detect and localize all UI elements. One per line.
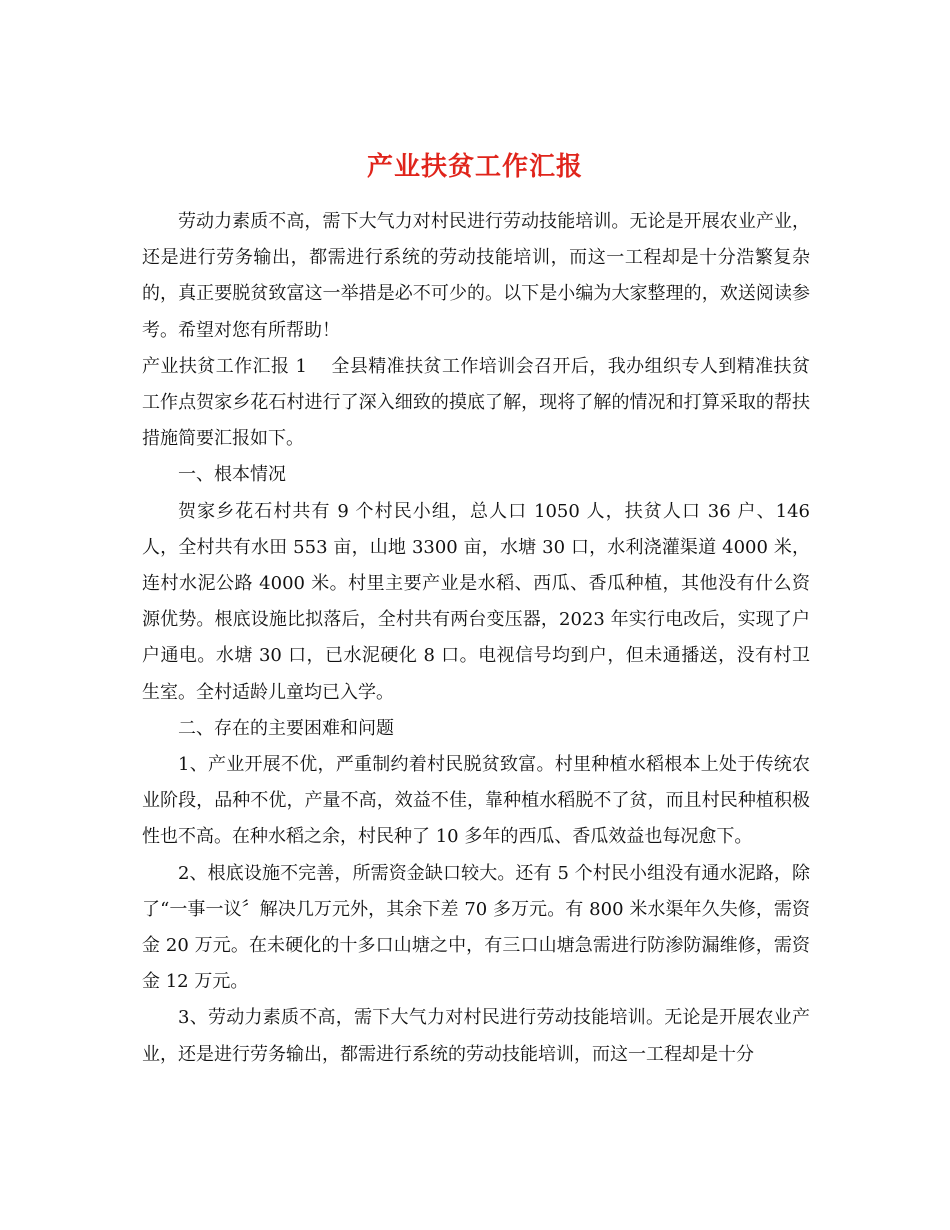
basic-situation-paragraph: 贺家乡花石村共有 9 个村民小组，总人口 1050 人，扶贫人口 36 户、146 人，全村共有水田 553 亩，山地 3300 亩，水塘 30 口，水利浇灌渠道 4000 米，连村水泥公路 4000 米。村里主要产业是水稻、西瓜、香瓜种植，其他没有什么资源优势。根底设施比拟落后，全村共有两台变压器，2023 年实行电改后，实现了户户通电。水塘 30 口，已水泥硬化 8 口。电视信号均到户，但未通播送，没有村卫生室。全村适龄儿童均已入学。 [142,500,810,703]
document-title: 产业扶贫工作汇报 [366,152,583,183]
report-opening-text: 全县精准扶贫工作培训会召开后，我办组织专人到精准扶贫工作点贺家乡花石村进行了深入细致的摸底了解，现将了解的情况和打算采取的帮扶措施简要汇报如下。 [142,355,810,450]
difficulty-item-1: 1、产业开展不优，严重制约着村民脱贫致富。村里种植水稻根本上处于传统农业阶段，品种不优，产量不高，效益不佳，靠种植水稻脱不了贫，而且村民种植积极性也不高。在种水稻之余，村民种了 10 多年的西瓜、香瓜效益也每况愈下。 [142,754,810,848]
report-label: 产业扶贫工作汇报 1 [142,355,307,377]
section-heading-basic-situation: 一、根本情况 [178,464,286,486]
report-opening-paragraph [142,349,810,458]
difficulty-item-3: 3、劳动力素质不高，需下大气力对村民进行劳动技能培训。无论是开展农业产业，还是进行劳务输出，都需进行系统的劳动技能培训，而这一工程却是十分 [142,1007,810,1065]
intro-paragraph: 劳动力素质不高，需下大气力对村民进行劳动技能培训。无论是开展农业产业，还是进行劳务输出，都需进行系统的劳动技能培训，而这一工程却是十分浩繁复杂的，真正要脱贫致富这一举措是必不可少的。以下是小编为大家整理的，欢送阅读参考。希望对您有所帮助！ [142,211,810,341]
document-body [142,204,810,1073]
difficulty-item-2: 2、根底设施不完善，所需资金缺口较大。还有 5 个村民小组没有通水泥路，除了“一事一议〞解决几万元外，其余下差 70 多万元。有 800 米水渠年久失修，需资金 20 万元。在未硬化的十多口山塘之中，有三口山塘急需进行防渗防漏维修，需资金 12 万元。 [142,862,810,993]
section-heading-main-difficulties: 二、存在的主要困难和问题 [178,717,394,739]
